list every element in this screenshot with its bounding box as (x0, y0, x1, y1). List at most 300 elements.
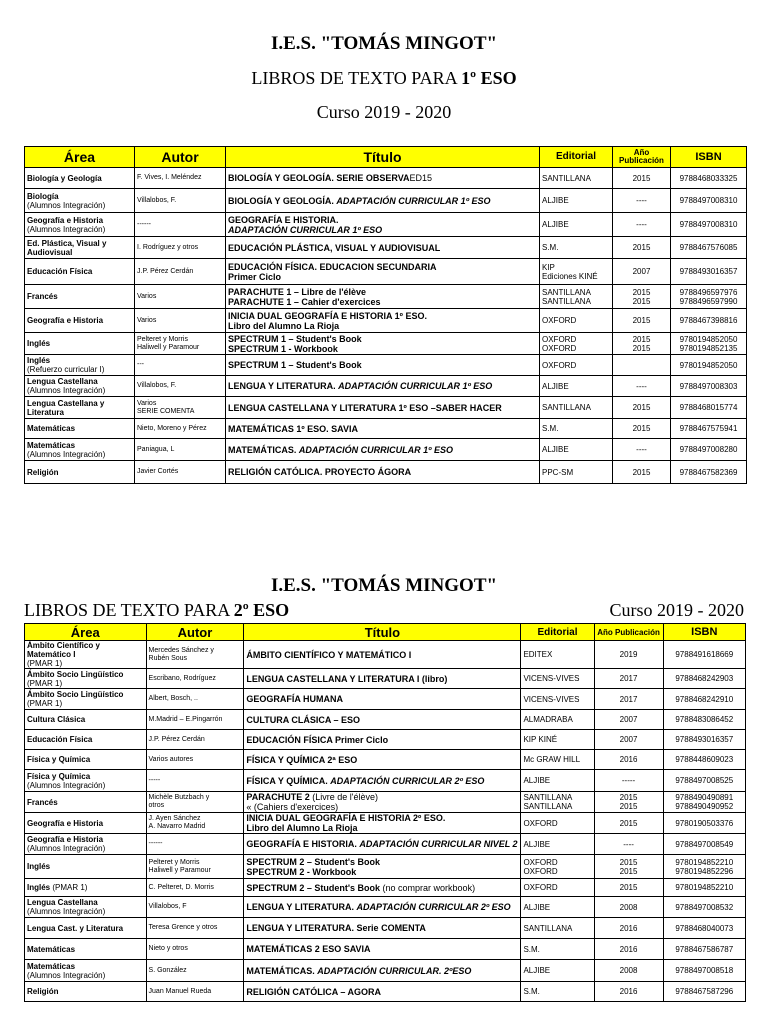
editorial-line: KIP (542, 262, 555, 272)
isbn-line: 9788468015774 (679, 403, 738, 412)
titulo-bold: ÁMBITO CIENTÍFICO Y MATEMÁTICO I (246, 649, 412, 660)
titulo-line (228, 215, 537, 225)
table-row (25, 855, 746, 879)
titulo-line (228, 311, 537, 321)
editorial-line: ALJIBE (542, 196, 569, 205)
cell-isbn (663, 689, 745, 710)
titulo-line (228, 381, 537, 391)
isbn-line: 9788496597990 (679, 296, 738, 306)
cell-titulo (226, 419, 540, 439)
autor-line: Varios (137, 399, 157, 407)
cell-titulo (244, 730, 521, 750)
editorial-line: OXFORD (542, 334, 577, 344)
editorial-line: ALJIBE (542, 220, 569, 229)
isbn-line: 9780194852210 (675, 883, 734, 892)
titulo-line (246, 944, 518, 954)
isbn-line: 9788468242903 (675, 674, 734, 683)
area-sub: (Alumnos Integración) (27, 200, 106, 210)
area-name: Biología y Geología (27, 173, 102, 183)
cell-editorial (540, 439, 613, 461)
titulo-bold: Primer Ciclo (228, 271, 282, 282)
cell-isbn (663, 834, 745, 855)
isbn-line: 9788467587296 (675, 987, 734, 996)
cell-isbn (671, 237, 747, 259)
area-name: Geografía e Historia (27, 215, 104, 225)
cell-ano (594, 669, 663, 689)
ano-line: 2015 (632, 424, 651, 433)
area-name: Biología (27, 191, 59, 201)
titulo-bold: EDUCACIÓN FÍSICA. EDUCACION SECUNDARIA (228, 261, 437, 272)
cell-isbn (663, 855, 745, 879)
cell-ano (613, 237, 671, 259)
ano-line: 2019 (619, 650, 638, 659)
cell-titulo (244, 939, 521, 960)
area-sub: (Alumnos Integración) (27, 386, 106, 395)
books-table-1eso (24, 146, 747, 484)
header-autor: Autor (135, 147, 226, 168)
cell-area (25, 439, 135, 461)
titulo-italic: ADAPTACIÓN CURRICULAR. 2ºESO (317, 965, 472, 976)
cell-titulo (226, 397, 540, 419)
cell-autor (146, 641, 244, 669)
cell-area (25, 770, 147, 792)
isbn-line: 9780194852296 (675, 866, 734, 876)
table-row (25, 897, 746, 918)
isbn-line: 9788497008310 (679, 220, 738, 229)
titulo-bold: SPECTRUM 1 - Workbook (228, 343, 338, 354)
isbn-line: 9788467582369 (679, 467, 738, 477)
isbn-line: 9788497008518 (675, 966, 734, 975)
editorial-line: SANTILLANA (542, 296, 591, 306)
cell-isbn (671, 189, 747, 213)
titulo-bold: SPECTRUM 2 – Student's Book (246, 882, 381, 893)
cell-area (25, 730, 147, 750)
cell-editorial (521, 879, 594, 897)
cell-ano (594, 834, 663, 855)
area-name: Física y Química (27, 771, 91, 781)
titulo-bold: LENGUA Y LITERATURA. (246, 902, 357, 912)
table-row (25, 237, 747, 259)
cell-ano (613, 333, 671, 355)
cell-titulo (244, 855, 521, 879)
cell-autor (135, 461, 226, 484)
titulo-line (228, 297, 537, 307)
cell-titulo (244, 879, 521, 897)
cell-area (25, 834, 147, 855)
cell-titulo (226, 189, 540, 213)
titulo-bold: LENGUA CASTELLANA Y LITERATURA 1º ESO –SABER HACER (228, 402, 502, 413)
table-body (25, 641, 746, 1002)
cell-editorial (540, 213, 613, 237)
isbn-line: 9788497008549 (675, 839, 734, 849)
ano-line: 2015 (632, 243, 651, 252)
ano-line: 2017 (619, 674, 638, 683)
cell-editorial (521, 960, 594, 982)
cell-editorial (521, 730, 594, 750)
area-name: Geografía e Historia (27, 818, 104, 828)
cell-ano (613, 285, 671, 309)
isbn-line: 9788497008303 (679, 381, 738, 391)
table-row (25, 669, 746, 689)
cell-ano (594, 982, 663, 1002)
autor-line: Michèle Butzbach y (148, 794, 210, 801)
cell-ano (613, 376, 671, 397)
cell-ano (594, 918, 663, 939)
subtitle-2 (24, 600, 289, 621)
cell-area (25, 918, 147, 939)
ano-line: 2016 (619, 755, 638, 764)
area-name: Inglés (27, 339, 51, 348)
titulo-line (246, 715, 518, 725)
titulo-line (246, 674, 518, 684)
cell-isbn (663, 897, 745, 918)
table-header (25, 147, 747, 168)
header-ano: Año Publicación (594, 624, 663, 641)
area-name: Religión (27, 987, 59, 996)
cell-titulo (226, 355, 540, 376)
cell-titulo (244, 960, 521, 982)
titulo-line (246, 813, 518, 823)
cell-isbn (671, 285, 747, 309)
autor-line: J.P. Pérez Cerdán (148, 735, 205, 743)
cell-editorial (540, 376, 613, 397)
editorial-line: OXFORD (523, 883, 558, 892)
area-name: Lengua Castellana (27, 898, 98, 907)
titulo-bold: RELIGIÓN CATÓLICA. PROYECTO ÁGORA (228, 467, 412, 477)
area-sub: (PMAR 1) (27, 699, 63, 708)
titulo-line (246, 776, 518, 786)
autor-line: Paniagua, L (137, 445, 175, 453)
autor-line: Teresa Grence y otros (148, 924, 218, 931)
header-ano: Año Publicación (613, 147, 671, 168)
header-titulo: Título (244, 624, 521, 641)
cell-autor (135, 259, 226, 285)
cell-autor (146, 669, 244, 689)
isbn-line: 9780194852210 (675, 857, 734, 867)
cell-editorial (521, 813, 594, 834)
cell-area (25, 669, 147, 689)
titulo-line (228, 321, 537, 331)
titulo-normal: « (Cahiers d'exercices) (246, 802, 339, 812)
isbn-line: 9788490490952 (675, 802, 734, 811)
ano-line: 2016 (619, 987, 638, 996)
subtitle-prefix: LIBROS DE TEXTO PARA (251, 68, 462, 88)
area-name: Inglés (27, 356, 51, 365)
cell-autor (135, 376, 226, 397)
cell-area (25, 237, 135, 259)
titulo-bold: CULTURA CLÁSICA – ESO (246, 714, 361, 725)
cell-editorial (540, 461, 613, 484)
table-row (25, 770, 746, 792)
titulo-bold: BIOLOGÍA Y GEOLOGÍA. (228, 195, 337, 206)
cell-titulo (226, 439, 540, 461)
ano-line: 2015 (619, 793, 638, 802)
editorial-line: OXFORD (542, 316, 577, 325)
cell-ano (594, 960, 663, 982)
course-1: Curso 2019 - 2020 (316, 102, 452, 122)
titulo-line (246, 755, 518, 765)
editorial-line: ALJIBE (523, 839, 551, 849)
ano-line: 2016 (619, 944, 638, 954)
cell-autor (135, 189, 226, 213)
editorial-line: S.M. (523, 987, 540, 996)
editorial-line: S.M. (542, 424, 559, 433)
cell-isbn (663, 730, 745, 750)
area-sub: (PMAR 1) (27, 678, 63, 688)
cell-area (25, 813, 147, 834)
cell-autor (146, 897, 244, 918)
editorial-line: ALJIBE (542, 445, 569, 454)
table-row (25, 813, 746, 834)
ano-line: 2008 (619, 902, 638, 912)
titulo-bold: EDUCACIÓN FÍSICA Primer Ciclo (246, 734, 389, 745)
course-2: Curso 2019 - 2020 (609, 600, 744, 620)
table-row (25, 333, 747, 355)
titulo-line (228, 173, 537, 183)
cell-area (25, 689, 147, 710)
school-title-1: I.E.S. "TOMÁS MINGOT" (270, 33, 498, 54)
cell-area (25, 189, 135, 213)
cell-isbn (671, 259, 747, 285)
isbn-line: 9788468242910 (675, 694, 734, 704)
isbn-line: 9788467576085 (679, 243, 738, 252)
titulo-line (246, 839, 518, 849)
area-name: Religión (27, 467, 59, 477)
cell-isbn (663, 879, 745, 897)
cell-titulo (244, 897, 521, 918)
cell-autor (146, 730, 244, 750)
table-row (25, 259, 747, 285)
titulo-line (228, 424, 537, 434)
titulo-line (246, 823, 518, 833)
ano-line: 2015 (632, 287, 651, 297)
cell-autor (135, 355, 226, 376)
cell-isbn (663, 641, 745, 669)
cell-titulo (244, 750, 521, 770)
cell-autor (146, 918, 244, 939)
titulo-line (246, 792, 518, 802)
cell-autor (135, 309, 226, 333)
autor-line: A. Navarro Madrid (148, 823, 206, 830)
cell-autor (146, 982, 244, 1002)
cell-editorial (540, 419, 613, 439)
cell-ano (613, 168, 671, 189)
cell-isbn (671, 309, 747, 333)
isbn-line: 9788468033325 (679, 173, 738, 183)
cell-autor (146, 710, 244, 730)
cell-isbn (671, 376, 747, 397)
cell-isbn (671, 397, 747, 419)
titulo-bold: PARACHUTE 1 – Libre de l'élève (228, 286, 367, 297)
area-name: Geografía e Historia (27, 835, 104, 844)
subtitle-prefix: LIBROS DE TEXTO PARA (24, 600, 234, 620)
titulo-line (246, 987, 518, 997)
isbn-line: 9788491618669 (675, 650, 734, 659)
titulo-bold: LENGUA Y LITERATURA. Serie COMENTA (246, 923, 426, 933)
cell-autor (146, 939, 244, 960)
autor-line: J. Ayen Sánchez (148, 815, 201, 822)
table-row (25, 309, 747, 333)
cell-ano (594, 770, 663, 792)
titulo-bold: GEOGRAFÍA E HISTORIA. (228, 214, 339, 225)
ano-line: 2017 (619, 694, 638, 704)
titulo-bold: RELIGIÓN CATÓLICA – AGORA (246, 986, 382, 997)
cell-autor (146, 879, 244, 897)
cell-area (25, 897, 147, 918)
area-sub: (Alumnos Integración) (27, 844, 106, 853)
cell-autor (146, 792, 244, 813)
table-row (25, 419, 747, 439)
cell-area (25, 641, 147, 669)
autor-line: Haliwell y Paramour (137, 343, 200, 351)
isbn-line: 9780194852050 (679, 360, 738, 370)
editorial-line: SANTILLANA (542, 287, 591, 297)
ano-line: 2015 (632, 173, 651, 183)
autor-line: J.P. Pérez Cerdán (137, 267, 194, 275)
ano-line: 2015 (619, 883, 638, 892)
cell-autor (135, 333, 226, 355)
titulo-line (246, 735, 518, 745)
editorial-line: ALJIBE (523, 902, 551, 912)
cell-area (25, 461, 135, 484)
area-sub: (Alumnos Integración) (27, 449, 106, 459)
area-name: Lengua Castellana y Literatura (27, 398, 105, 417)
titulo-italic: ADAPTACIÓN CURRICULAR 1º ESO (228, 224, 383, 235)
header-isbn: ISBN (663, 624, 745, 641)
area-sub: (Alumnos Integración) (27, 970, 106, 980)
header-titulo: Título (226, 147, 540, 168)
titulo-bold: SPECTRUM 2 – Student's Book (246, 856, 381, 867)
titulo-bold: INICIA DUAL GEOGRAFÍA E HISTORIA 2º ESO. (246, 813, 446, 823)
editorial-line: VICENS-VIVES (523, 694, 580, 704)
cell-editorial (521, 939, 594, 960)
ano-line: 2015 (632, 316, 651, 325)
header-isbn: ISBN (671, 147, 747, 168)
cell-editorial (540, 189, 613, 213)
cell-autor (135, 168, 226, 189)
table-row (25, 189, 747, 213)
ano-line: 2015 (632, 403, 651, 412)
ano-line: ---- (636, 196, 647, 205)
table-row (25, 918, 746, 939)
titulo-line (246, 966, 518, 976)
area-name: Matemáticas (27, 961, 76, 971)
table-row (25, 710, 746, 730)
isbn-line: 9788493016357 (679, 267, 738, 276)
cell-ano (613, 439, 671, 461)
ano-line: ----- (621, 776, 636, 785)
cell-area (25, 376, 135, 397)
editorial-line: S.M. (542, 243, 559, 252)
ano-line: ---- (636, 220, 647, 229)
titulo-bold: FÍSICA Y QUÍMICA. (246, 775, 331, 786)
autor-line: Villalobos, F. (137, 382, 177, 389)
cell-titulo (244, 689, 521, 710)
table-row (25, 355, 747, 376)
titulo-bold: SPECTRUM 1 – Student's Book (228, 333, 362, 344)
cell-editorial (540, 285, 613, 309)
cell-titulo (226, 237, 540, 259)
cell-area (25, 750, 147, 770)
autor-line: S. González (148, 966, 187, 974)
cell-editorial (521, 897, 594, 918)
titulo-line (228, 334, 537, 344)
cell-ano (613, 259, 671, 285)
cell-titulo (226, 333, 540, 355)
titulo-bold: MATEMÁTICAS 2 ESO SAVIA (246, 944, 371, 954)
editorial-line: OXFORD (523, 866, 558, 876)
cell-autor (135, 439, 226, 461)
cell-area (25, 168, 135, 189)
titulo-line (246, 902, 518, 912)
titulo-bold: PARACHUTE 2 (246, 792, 310, 802)
area-name: Lengua Cast. y Literatura (27, 923, 124, 933)
cell-autor (135, 285, 226, 309)
cell-isbn (663, 960, 745, 982)
area-sub: (Alumnos Integración) (27, 780, 106, 790)
autor-line: Villalobos, F (148, 903, 187, 910)
titulo-line (228, 445, 537, 455)
ano-line: 2015 (619, 866, 638, 876)
ano-line: 2007 (619, 715, 638, 724)
cell-area (25, 419, 135, 439)
area-name: Física y Química (27, 755, 91, 764)
cell-area (25, 792, 147, 813)
cell-autor (135, 237, 226, 259)
table-row (25, 834, 746, 855)
titulo-line (228, 403, 537, 413)
table-body (25, 168, 747, 484)
isbn-line: 9788467398816 (679, 316, 738, 325)
cell-editorial (540, 355, 613, 376)
subtitle-1 (0, 68, 768, 89)
cell-ano (613, 461, 671, 484)
area-name: Cultura Clásica (27, 715, 86, 724)
cell-ano (594, 855, 663, 879)
cell-titulo (226, 309, 540, 333)
autor-line: ------ (137, 220, 151, 228)
ano-line: 2015 (619, 802, 638, 811)
cell-area (25, 285, 135, 309)
area-sub: (PMAR 1) (50, 883, 88, 892)
editorial-line: ALJIBE (523, 776, 551, 785)
editorial-line: S.M. (523, 944, 540, 954)
cell-isbn (663, 813, 745, 834)
titulo-italic: ADAPTACIÓN CURRICULAR NIVEL 2 (359, 839, 518, 849)
titulo-bold: EDUCACIÓN PLÁSTICA, VISUAL Y AUDIOVISUAL (228, 242, 441, 253)
editorial-line: KIP KINÉ (523, 735, 558, 744)
table-row (25, 982, 746, 1002)
cell-ano (594, 641, 663, 669)
titulo-line (228, 360, 537, 370)
ano-line: 2007 (619, 735, 638, 744)
cell-ano (594, 792, 663, 813)
editorial-line: OXFORD (542, 360, 577, 370)
table-row (25, 213, 747, 237)
titulo-bold: PARACHUTE 1 – Cahier d'exercices (228, 296, 381, 307)
cell-isbn (663, 710, 745, 730)
cell-isbn (663, 792, 745, 813)
isbn-line: 9788467586787 (675, 944, 734, 954)
cell-titulo (226, 259, 540, 285)
titulo-italic: ADAPTACIÓN CURRICULAR 2º ESO (330, 775, 485, 786)
editorial-line: OXFORD (523, 857, 558, 867)
titulo-bold: BIOLOGÍA Y GEOLOGÍA. SERIE OBSERVA (228, 173, 410, 183)
cell-area (25, 960, 147, 982)
area-name: Francés (27, 292, 58, 301)
cell-editorial (521, 770, 594, 792)
isbn-line: 9780190503376 (675, 818, 734, 828)
